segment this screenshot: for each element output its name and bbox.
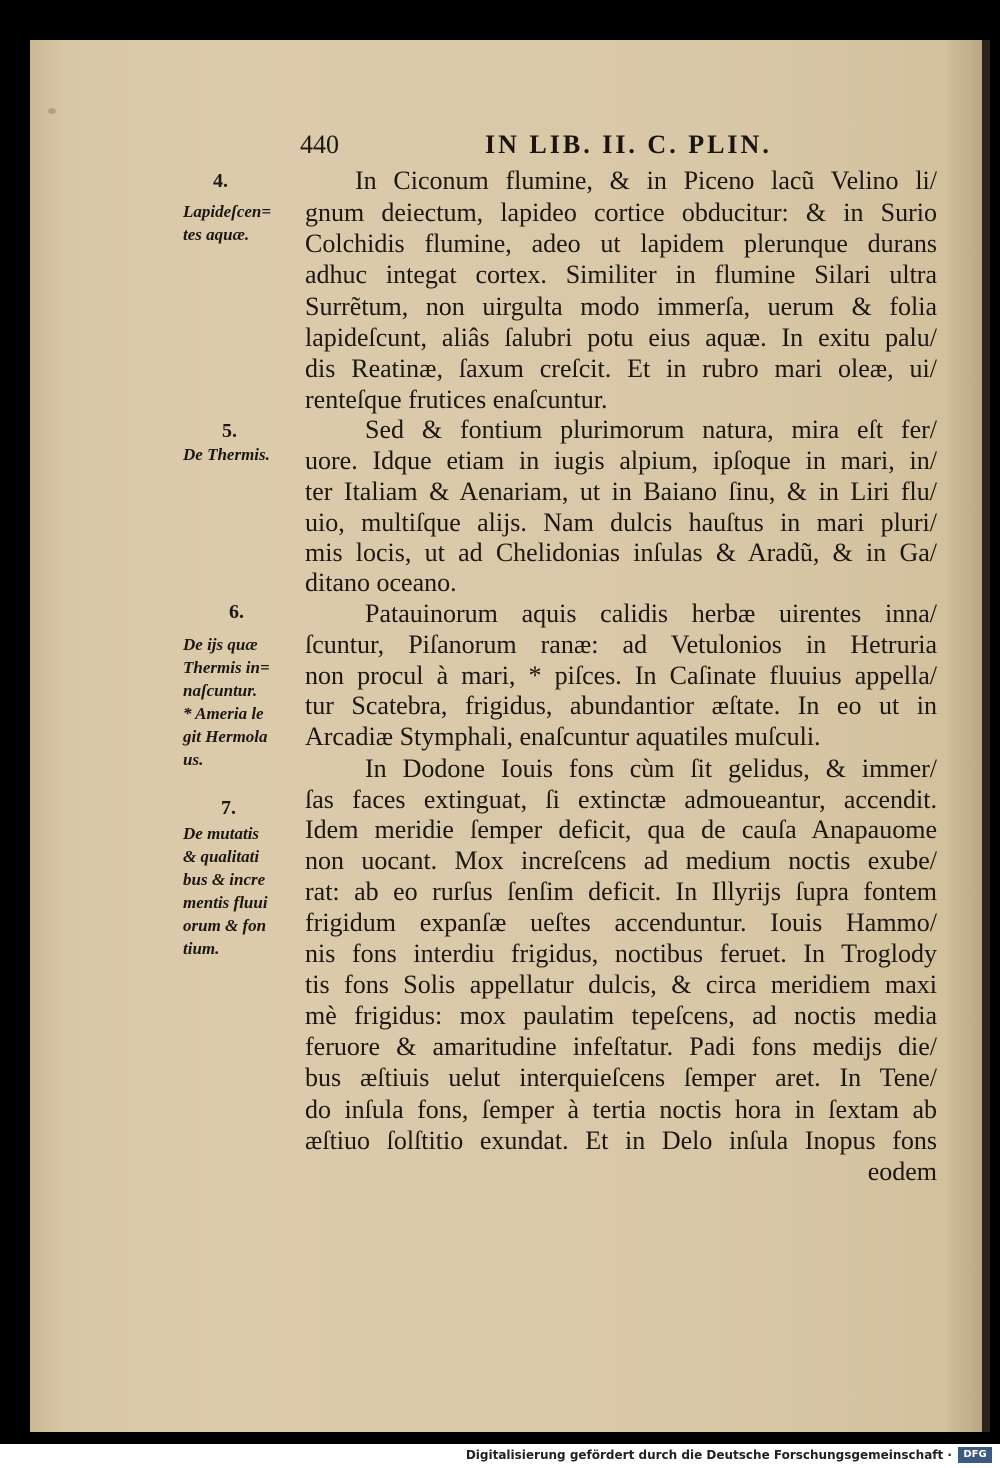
text-line: uore. Idque etiam in iugis alpium, ipſoque in mari, in/: [305, 446, 937, 475]
running-head: IN LIB. II. C. PLIN.: [485, 130, 772, 159]
text-line: bus æſtiuis uelut interquieſcens ſemper aret. In Tene/: [305, 1063, 937, 1092]
text-line: adhuc integat cortex. Similiter in flumine Silari ultra: [305, 260, 937, 289]
text-line: Arcadiæ Stymphali, enaſcuntur aquatiles muſculi.: [305, 722, 821, 751]
text-line: ter Italiam & Aenariam, ut in Baiano ſinu, & in Liri flu/: [305, 477, 937, 506]
text-line: mis locis, ut ad Chelidonias inſulas & Aradũ, & in Ga/: [305, 538, 937, 567]
text-line: nis fons interdiu frigidus, noctibus feruet. In Troglody: [305, 939, 937, 968]
margin-note: [183, 443, 303, 466]
margin-note: [183, 822, 303, 960]
dfg-logo: DFG: [958, 1447, 992, 1463]
margin-note-line: Lapideſcen=: [183, 202, 272, 221]
margin-note-line: Thermis in=: [183, 658, 270, 677]
page-header: [300, 130, 820, 166]
footer-bar: [0, 1444, 1000, 1468]
footer-credit: Digitalisierung gefördert durch die Deutsche Forschungsgemeinschaft ·: [465, 1448, 952, 1462]
margin-note-line: tes aquæ.: [183, 225, 250, 244]
text-line: non uocant. Mox increſcens ad medium noctis exube/: [305, 846, 937, 875]
text-line: frigidum expanſæ ueſtes accenduntur. Iouis Hammo/: [305, 908, 937, 937]
margin-note-line: git Hermola: [183, 727, 268, 746]
margin-note-line: De Thermis.: [183, 445, 270, 464]
text-line: uio, multiſque alijs. Nam dulcis hauſtus in mari pluri/: [305, 508, 937, 537]
text-line: Surrẽtum, non uirgulta modo immerſa, uerum & folia: [305, 292, 937, 321]
text-line: rat: ab eo rurſus ſenſim deficit. In Illyrijs ſupra fontem: [305, 877, 937, 906]
margin-note: [183, 200, 303, 246]
margin-note-line: orum & fon: [183, 916, 267, 935]
text-line: æſtiuo ſolſtitio exundat. Et in Delo inſula Inopus fons: [305, 1126, 937, 1155]
text-line: ditano oceano.: [305, 568, 457, 597]
text-line: Sed & fontium plurimorum natura, mira eſt fer/: [365, 415, 937, 444]
margin-note-line: De mutatis: [183, 824, 260, 843]
text-line: ſas faces extinguat, ſi extinctæ admoueantur, accendit.: [305, 785, 937, 814]
text-line: ſcuntur, Piſanorum ranæ: ad Vetulonios in Hetruria: [305, 630, 937, 659]
text-line: mè frigidus: mox paulatim tepeſcens, ad noctis media: [305, 1001, 937, 1030]
text-line: tis fons Solis appellatur dulcis, & circa meridiem maxi: [305, 970, 937, 999]
ink-smudge: [48, 108, 56, 114]
text-line: renteſque frutices enaſcuntur.: [305, 385, 608, 414]
text-line: do inſula fons, ſemper à tertia noctis hora in ſextam ab: [305, 1095, 937, 1124]
text-line: non procul à mari, * piſces. In Caſinate fluuius appella/: [305, 661, 937, 690]
margin-note-line: * Ameria le: [183, 704, 264, 723]
margin-note-line: mentis fluui: [183, 893, 268, 912]
margin-number: 4.: [213, 170, 228, 192]
margin-number: 7.: [221, 797, 236, 819]
margin-number: 6.: [229, 601, 244, 623]
book-spine: [982, 40, 990, 1432]
margin-note-line: De ijs quæ: [183, 635, 258, 654]
text-line: Patauinorum aquis calidis herbæ uirentes inna/: [365, 599, 937, 628]
margin-note-line: & qualitati: [183, 847, 260, 866]
text-line: In Ciconum flumine, & in Piceno lacũ Velino li/: [355, 166, 937, 195]
text-line: tur Scatebra, frigidus, abundantior æſtate. In eo ut in: [305, 691, 937, 720]
text-line: lapideſcunt, aliâs ſalubri potu eius aquæ. In exitu palu/: [305, 323, 937, 352]
page-number: 440: [300, 130, 339, 159]
text-line: Idem meridie ſemper deficit, qua de cauſa Anapauome: [305, 815, 937, 844]
margin-note-line: us.: [183, 750, 204, 769]
margin-note: [183, 633, 303, 771]
margin-note-line: bus & incre: [183, 870, 266, 889]
catchword: eodem: [867, 1157, 937, 1186]
text-line: Colchidis flumine, adeo ut lapidem plerunque durans: [305, 229, 937, 258]
text-line: dis Reatinæ, ſaxum creſcit. Et in rubro mari oleæ, ui/: [305, 354, 937, 383]
text-line: feruore & amaritudine infeſtatur. Padi fons medijs die/: [305, 1032, 937, 1061]
text-line: gnum deiectum, lapideo cortice obducitur: & in Surio: [305, 198, 937, 227]
margin-note-line: naſcuntur.: [183, 681, 258, 700]
margin-number: 5.: [222, 420, 237, 442]
margin-note-line: tium.: [183, 939, 220, 958]
text-line: In Dodone Iouis fons cùm ſit gelidus, & immer/: [365, 754, 937, 783]
